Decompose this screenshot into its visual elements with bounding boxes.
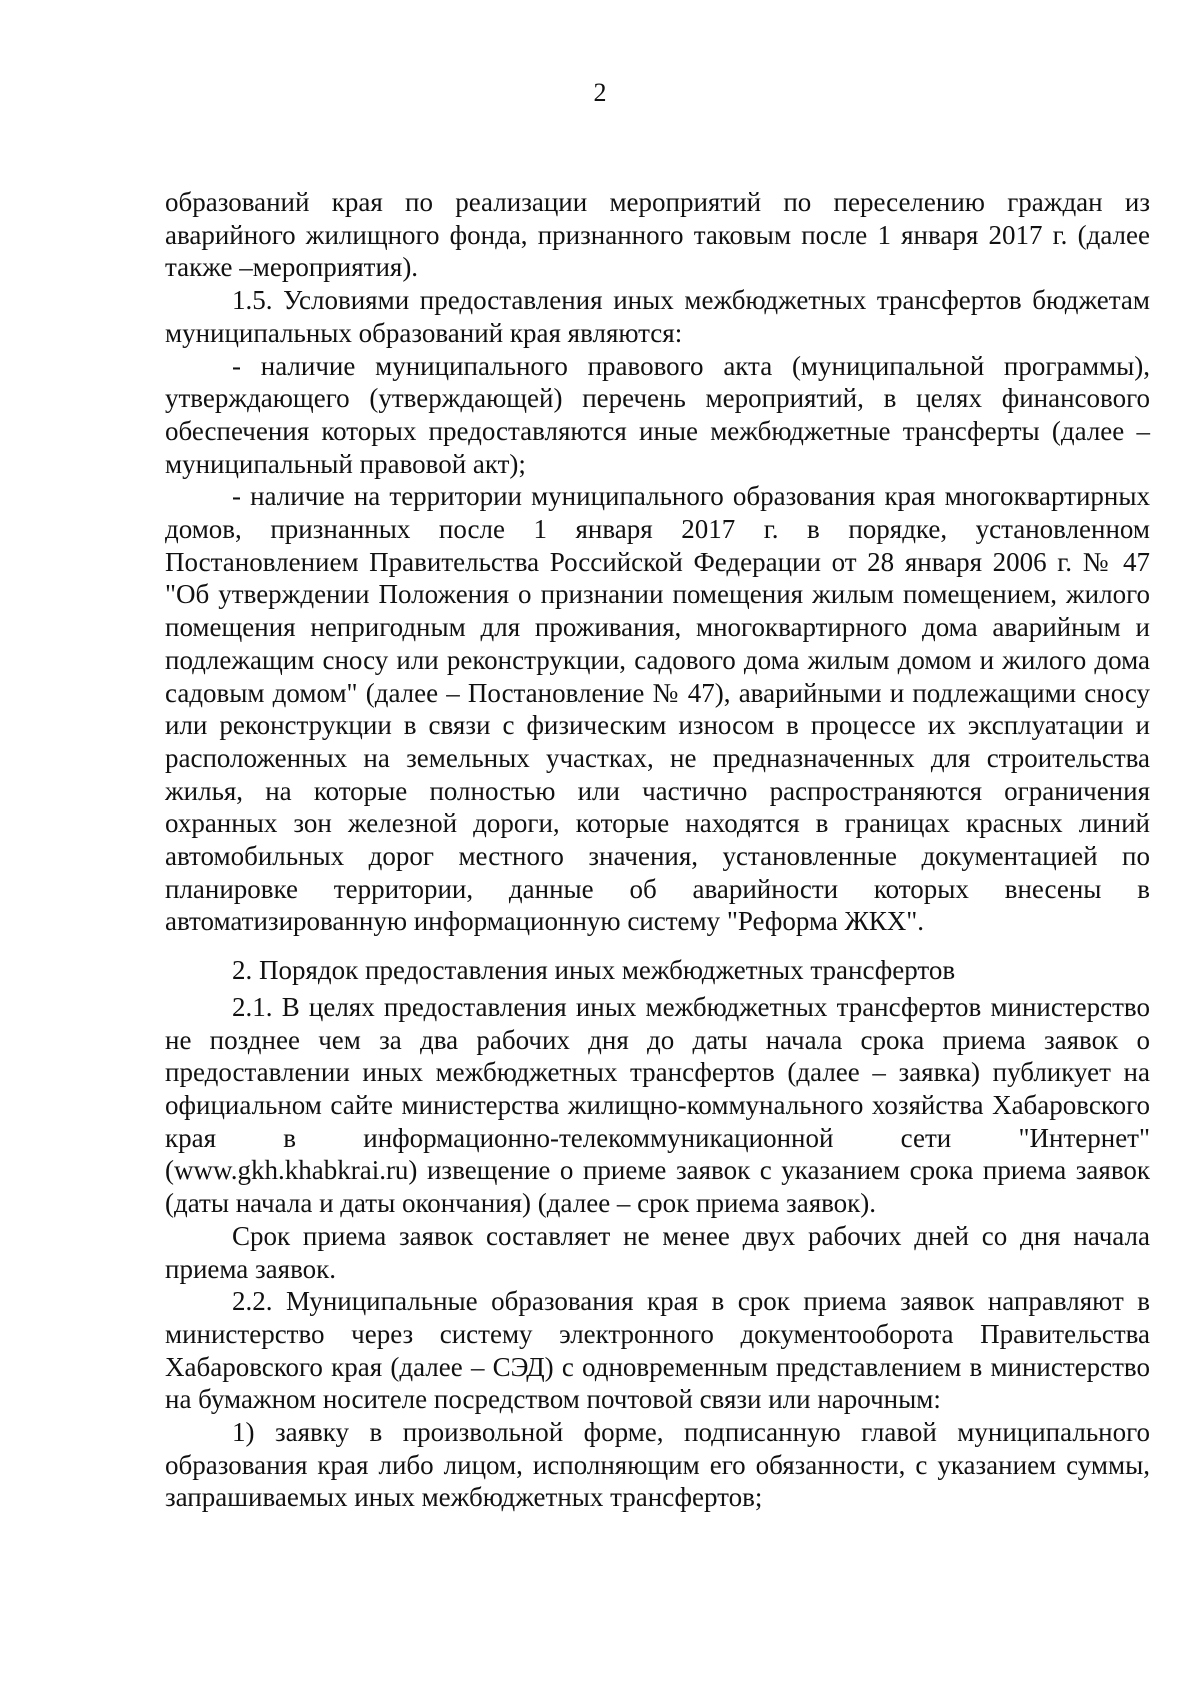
paragraph-2-2: 2.2. Муниципальные образования края в срок приема заявок направляют в министерство через систему электронного документооборота Правительства Хабаровского края (далее – СЭД) с одновременным представлением в министерство на бумажном носителе посредством почтовой связи или нарочным: <box>165 1286 1150 1415</box>
section-heading-2: 2. Порядок предоставления иных межбюджетных трансфертов <box>232 955 956 986</box>
paragraph-1-5: 1.5. Условиями предоставления иных межбюджетных трансфертов бюджетам муниципальных образований края являются: <box>165 285 1150 348</box>
page-number: 2 <box>593 78 607 107</box>
paragraph-condition-legal-act: - наличие муниципального правового акта (муниципальной программы), утверждающего (утверждающей) перечень мероприятий, в целях финансового обеспечения которых предоставляются иные межбюджетные трансферты (далее – муниципальный правовой акт); <box>165 350 1150 479</box>
paragraph-application-period: Срок приема заявок составляет не менее двух рабочих дней со дня начала приема заявок. <box>165 1220 1150 1284</box>
paragraph-list-item-1: 1) заявку в произвольной форме, подписанную главой муниципального образования края либо лицом, исполняющим его обязанности, с указанием суммы, запрашиваемых иных межбюджетных трансфертов; <box>165 1417 1150 1513</box>
document-body <box>165 186 1150 1514</box>
paragraph-condition-houses: - наличие на территории муниципального образования края многоквартирных домов, признанных после 1 января 2017 г. в порядке, установленном Постановлением Правительства Российской Федерации от 28 января 2006 г. № 47 "Об утверждении Положения о признании помещения жилым помещением, жилого помещения непригодным для проживания, многоквартирного дома аварийным и подлежащим сносу или реконструкции, садового дома жилым домом и жилого дома садовым домом" (далее – Постановление № 47), аварийными и подлежащими сносу или реконструкции в связи с физическим износом в процессе их эксплуатации и расположенных на земельных участках, не предназначенных для строительства жилья, на которые полностью или частично распространяются ограничения охранных зон железной дороги, которые находятся в границах красных линий автомобильных дорог местного значения, установленные документацией по планировке территории, данные об аварийности которых внесены в автоматизированную информационную систему "Реформа ЖКХ". <box>165 481 1150 937</box>
paragraph-2-1: 2.1. В целях предоставления иных межбюджетных трансфертов министерство не позднее чем за два рабочих дня до даты начала срока приема заявок о предоставлении иных межбюджетных трансфертов (далее – заявка) публикует на официальном сайте министерства жилищно-коммунального хозяйства Хабаровского края в информационно-телекоммуникационной сети "Интернет" (www.gkh.khabkrai.ru) извещение о приеме заявок с указанием срока приема заявок (даты начала и даты окончания) (далее – срок приема заявок). <box>165 991 1150 1219</box>
paragraph-continuation: образований края по реализации мероприятий по переселению граждан из аварийного жилищного фонда, признанного таковым после 1 января 2017 г. (далее также –мероприятия). <box>165 187 1150 283</box>
